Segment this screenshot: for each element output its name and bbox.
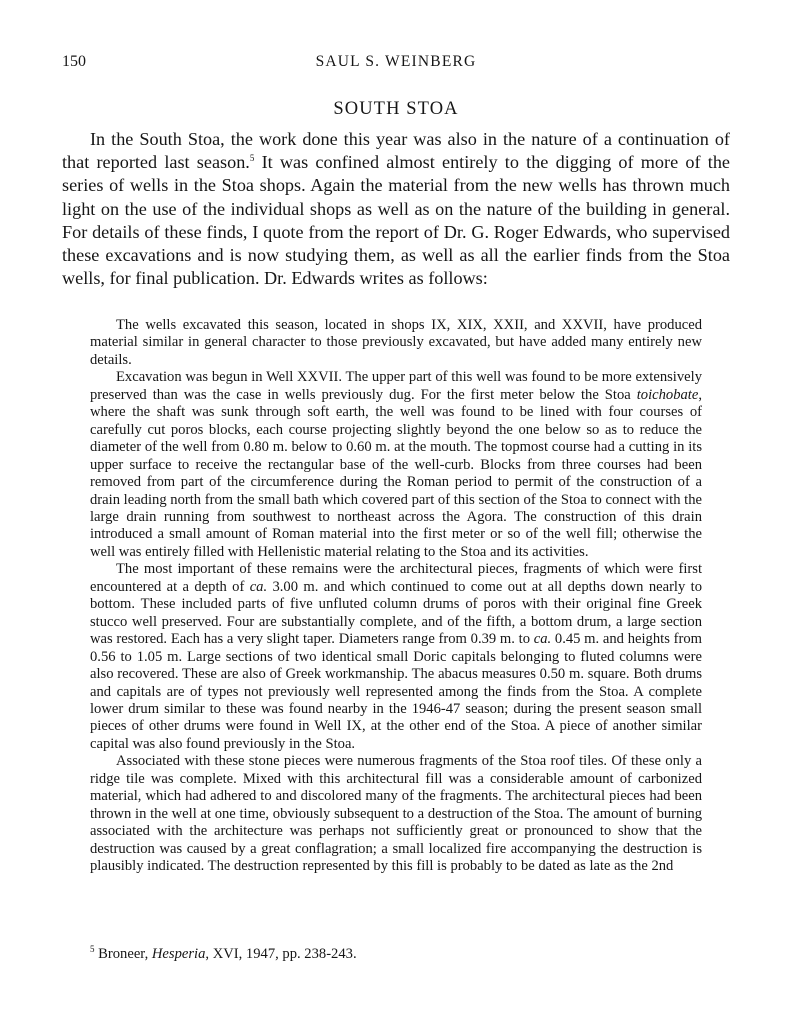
footnote <box>90 946 357 963</box>
footnote-author: Broneer, <box>94 946 152 962</box>
footnote-journal: Hesperia <box>151 946 206 962</box>
quote-paragraph-3 <box>90 561 702 753</box>
footnote-marker: 5 <box>90 944 95 955</box>
running-head: SAUL S. WEINBERG <box>315 53 477 70</box>
term-toichobate: toichobate <box>636 386 699 403</box>
footnote-reference: 5 <box>249 153 255 164</box>
intro-paragraph <box>62 128 730 290</box>
quote-paragraph-4: Associated with these stone pieces were numerous fragments of the Stoa roof tiles. Of these only a ridge tile was complete. Mixed with this architectural fill was a considerable amount of carbonized material, which had adhered to and discolored many of the fragments. The architectural pieces had been thrown in the well at one time, obviously subsequent to a destruction of the Stoa. The amount of burning associated with the architecture was perhaps not sufficiently great or pronounced to show that the destruction was caused by a great conflagration; a small localized fire accompanying the destruction is plausibly indicated. The destruction represented by this fill is probably to be dated as late as the 2nd <box>90 753 702 875</box>
quote-p3-text-a: The most important of these remains were the architectural pieces, fragments of which were first encountered at a depth of <box>90 561 702 595</box>
abbrev-circa: ca. <box>249 578 268 595</box>
page-number: 150 <box>62 53 86 70</box>
quote-paragraph-2 <box>90 369 702 561</box>
quote-paragraph-1: The wells excavated this season, located in shops IX, XIX, XXII, and XXVII, have produced material similar in general character to those previously excavated, but have added many entirely new details. <box>90 317 702 368</box>
quoted-report <box>90 317 702 876</box>
intro-text-end: It was confined almost entirely to the digging of more of the series of wells in the Stoa shops. Again the material from the new wells has thrown much light on the use of the individual shops as well as on the nature of the building in general. For details of these finds, I quote from the report of Dr. G. Roger Edwards, who supervised these excavations and is now studying them, as well as all the earlier finds from the Stoa wells, for final publication. Dr. Edwards writes as follows: <box>62 152 730 289</box>
intro-text-start: In the South Stoa, the work done this year was also in the nature of a continuation of that reported last season. <box>62 129 730 173</box>
quote-p2-text-a: Excavation was begun in Well XXVII. The upper part of this well was found to be more extensively preserved than was the case in wells previously dug. For the first meter below the Stoa <box>90 369 702 403</box>
abbrev-circa: ca. <box>533 631 552 648</box>
footnote-citation: , XVI, 1947, pp. 238-243. <box>205 946 357 962</box>
quote-p3-text-b: 3.00 m. and which continued to come out at all depths down nearly to bottom. These included parts of five unfluted column drums of poros with their original fine Greek stucco well preserved. Four are substantially complete, and of the fifth, a bottom drum, a large section was restored. Each has a very slight taper. Diameters range from 0.39 m. to <box>90 578 702 648</box>
quote-p3-text-c: 0.45 m. and heights from 0.56 to 1.05 m. Large sections of two identical small Doric capitals belonging to fluted columns were also recovered. These are also of Greek workmanship. The abacus measures 0.50 m. square. Both drums and capitals are of types not previously well represented among the finds from the Stoa. A complete lower drum similar to these was found nearby in the 1946-47 season; during the present season small pieces of other drums were found in Well IX, at the other end of the Stoa. A piece of another similar capital was also found previously in the Stoa. <box>90 631 702 752</box>
section-title: SOUTH STOA <box>333 99 459 119</box>
quote-p2-text-b: , where the shaft was sunk through soft earth, the well was found to be lined with four courses of carefully cut poros blocks, each course projecting slightly beyond the one below so as to reduce the diameter of the well from 0.80 m. below to 0.60 m. at the mouth. The topmost course had a cutting in its upper surface to receive the rectangular base of the well-curb. Blocks from three courses had been removed from part of the circumference during the Roman period to permit of the construction of a drain leading north from the small bath which covered part of this section of the Stoa to connect with the large drain running from southwest to northeast across the Agora. The construction of this drain introduced a small amount of Roman material into the first meter or so of the well fill; otherwise the well was entirely filled with Hellenistic material relating to the Stoa and its activities. <box>90 386 702 560</box>
